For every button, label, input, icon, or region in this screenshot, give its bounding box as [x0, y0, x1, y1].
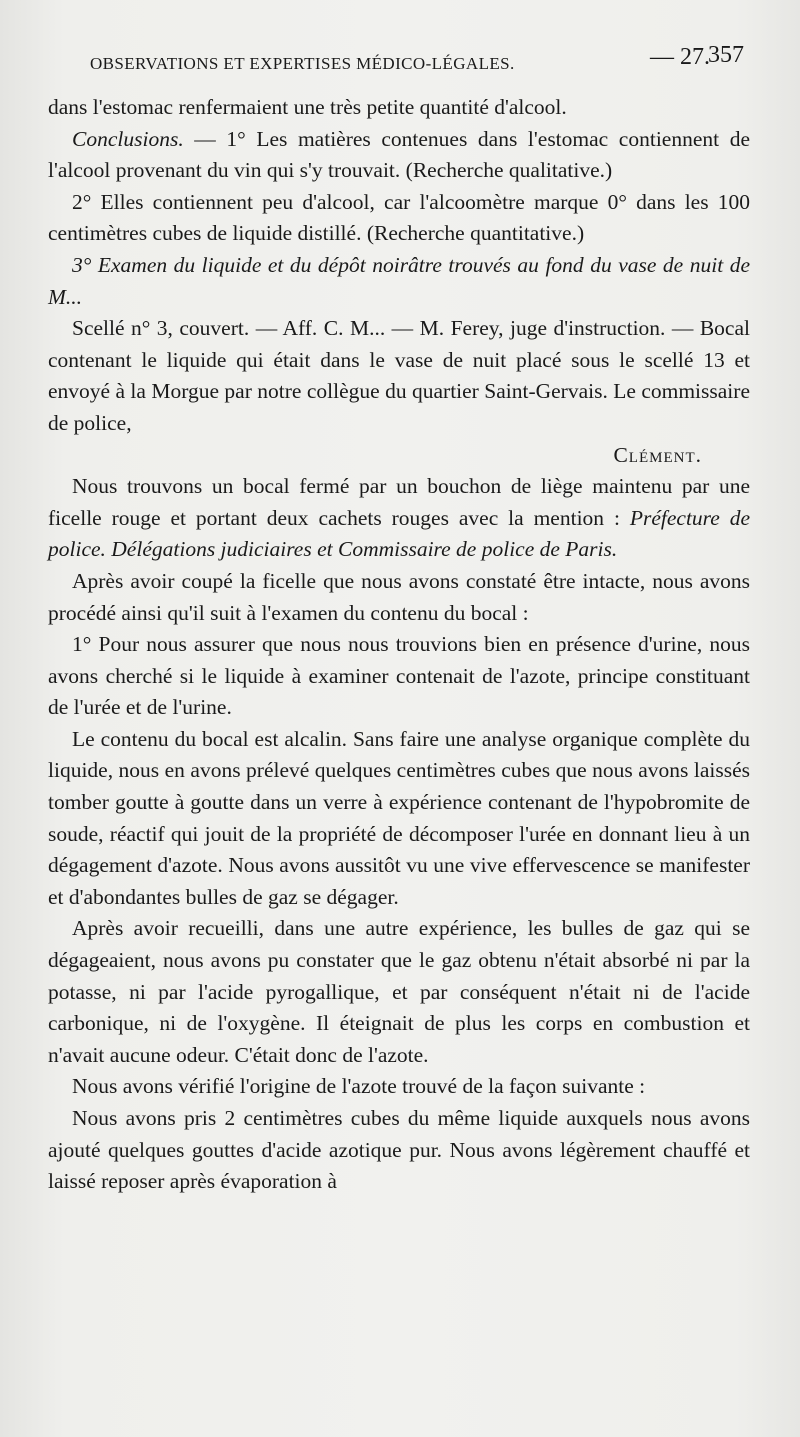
- paragraph-continuation: dans l'estomac renfermaient une très petite quantité d'alcool.: [48, 95, 567, 119]
- paragraph-point-3-heading: [48, 250, 750, 313]
- body-text: [48, 92, 750, 1198]
- signature: Clément.: [613, 442, 702, 467]
- paragraph-origin: Nous avons vérifié l'origine de l'azote trouvé de la façon suivante :: [72, 1074, 646, 1099]
- running-title: OBSERVATIONS ET EXPERTISES MÉDICO-LÉGALES.: [90, 54, 515, 73]
- page-header: [90, 44, 762, 78]
- inscription-italic: Préfecture de police. Délégations judiciaires et Commissaire de police de Paris.: [48, 505, 750, 562]
- paragraph-conclusions: [48, 124, 750, 187]
- paragraph-text: — 1° Les matières contenues dans l'estomac contiennent de l'alcool provenant du vin qui s'y trouvait. (Recherche qualitative.): [48, 126, 750, 183]
- paragraph-scelle: Scellé n° 3, couvert. — Aff. C. M... — M. Ferey, juge d'instruction. — Bocal contenant le liquide qui était dans le vase de nuit placé sous le scellé 13 et envoyé à la Morgue par notre collègue du quartier Saint-Gervais. Le commissaire de police,: [48, 316, 750, 435]
- section-heading: 3° Examen du liquide et du dépôt noirâtre trouvés au fond du vase de nuit de M...: [48, 252, 750, 309]
- paragraph-gas-analysis: Après avoir recueilli, dans une autre expérience, les bulles de gaz qui se dégageaient, nous avons pu constater que le gaz obtenu n'était absorbé ni par la potasse, ni par l'acide pyrogallique, et par conséquent n'était ni de l'acide carbonique, ni de l'oxygène. Il éteignait de plus les corps en combustion et n'avait aucune odeur. C'était donc de l'azote.: [48, 916, 750, 1067]
- paragraph-point-2: 2° Elles contiennent peu d'alcool, car l'alcoomètre marque 0° dans les 100 centimètres cubes de liquide distillé. (Recherche quantitative.): [48, 189, 750, 246]
- paragraph-acid: Nous avons pris 2 centimètres cubes du même liquide auxquels nous avons ajouté quelques gouttes d'acide azotique pur. Nous avons légèrement chauffé et laissé reposer après évaporation à: [48, 1106, 750, 1194]
- paragraph-text: Nous trouvons un bocal fermé par un bouchon de liège maintenu par une ficelle rouge et portant deux cachets rouges avec la mention :: [48, 474, 750, 530]
- paragraph-bocal: [48, 471, 750, 566]
- paragraph-hypobromite: Le contenu du bocal est alcalin. Sans faire une analyse organique complète du liquide, nous en avons prélevé quelques centimètres cubes que nous avons laissés tomber goutte à goutte dans un verre à expérience contenant de l'hypobromite de soude, réactif qui jouit de la propriété de décomposer l'urée en donnant lieu à un dégagement d'azote. Nous avons aussitôt vu une vive effervescence se manifester et d'abondantes bulles de gaz se dégager.: [48, 726, 750, 909]
- conclusions-lead: Conclusions.: [72, 126, 184, 151]
- page-number: 357: [708, 42, 744, 68]
- chapter-number: — 27.: [650, 44, 710, 70]
- paragraph-ficelle: Après avoir coupé la ficelle que nous avons constaté être intacte, nous avons procédé ainsi qu'il suit à l'examen du contenu du bocal :: [48, 568, 750, 625]
- paragraph-urine-test: 1° Pour nous assurer que nous nous trouvions bien en présence d'urine, nous avons cherché si le liquide à examiner contenait de l'azote, principe constituant de l'urée et de l'urine.: [48, 632, 750, 720]
